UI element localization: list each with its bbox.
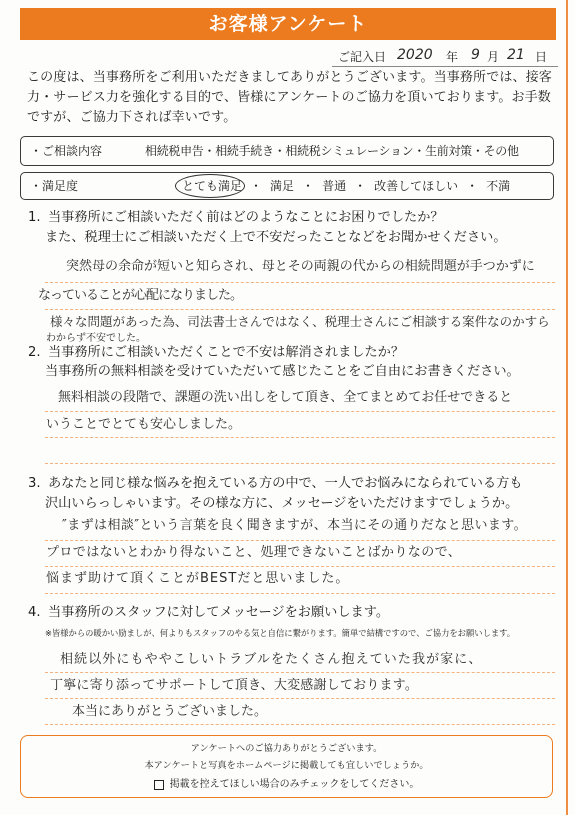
entry-date-label: ご記入日 xyxy=(338,50,387,64)
question-text: 当事務所にご相談いただく前はどのようなことにお困りでしたか？ xyxy=(48,210,444,225)
question-text: 当事務所のスタッフに対してメッセージをお願いします。 xyxy=(48,605,390,620)
question-text: 当事務所にご相談いただくことで不安は解消されましたか？ xyxy=(48,345,405,360)
consultation-options: 相続税申告・相続手続き・相続税シミュレーション・生前対策・その他 xyxy=(145,144,519,158)
footer-publish-question: 本アンケートと写真をホームページに掲載しても宜しいでしょうか。 xyxy=(144,760,429,771)
question-number: 2. xyxy=(28,345,41,360)
question-number: 3. xyxy=(28,476,41,491)
answer-rule-line xyxy=(45,593,555,594)
question-number: 1. xyxy=(28,210,41,225)
answer-rule-line xyxy=(45,540,555,541)
page-edge-line xyxy=(566,0,568,815)
handwritten-answer-line: 相続以外にもややこしいトラブルをたくさん抱えていた我が家に、 xyxy=(60,652,483,667)
answer-rule-line xyxy=(45,463,555,464)
separator: ・ xyxy=(302,179,315,193)
survey-title: お客様アンケート xyxy=(208,13,368,35)
satisfaction-option: 改善してほしい xyxy=(374,179,459,193)
publish-opt-out-checkbox xyxy=(154,780,164,790)
entry-date-month: 9 xyxy=(471,47,480,63)
handwritten-answer-line: 丁寧に寄り添ってサポートして頂き、大変感謝しております。 xyxy=(50,678,419,693)
satisfaction-option: 満足 xyxy=(270,179,295,193)
answer-rule-line xyxy=(45,698,555,699)
question-heading xyxy=(28,475,522,493)
footer-thanks: アンケートへのご協力ありがとうございます。 xyxy=(190,743,383,754)
answer-rule-line xyxy=(45,437,555,438)
consultation-box xyxy=(20,136,554,166)
handwritten-answer-line: 突然母の余命が短いと知らされ、母とその両親の代からの相続問題が手つかずに xyxy=(66,259,535,274)
handwritten-answer-line: 悩まず助けて頂くことがBESTだと思いました。 xyxy=(46,571,350,586)
separator: ・ xyxy=(354,179,367,193)
question-text: また、税理士にご相談いただく上で不安だったことなどをお聞かせください。 xyxy=(45,230,507,245)
footer-box xyxy=(20,735,553,798)
answer-rule-line xyxy=(45,411,555,412)
intro-line: 力・サービス力を強化する目的で、皆様にアンケートのご協力を頂いております。お手数 xyxy=(27,90,551,105)
question-heading xyxy=(28,209,444,227)
handwritten-answer-line: 無料相談の段階で、課題の洗い出しをして頂き、全てまとめてお任せできると xyxy=(58,390,513,405)
question-text: あなたと同じ様な悩みを抱えている方の中で、一人でお悩みになられている方も xyxy=(48,476,523,491)
handwritten-answer-line: わからず不安でした。 xyxy=(46,333,146,344)
entry-date-day: 21 xyxy=(507,47,525,63)
question-text: 沢山いらっしゃいます。その様な方に、メッセージをいただけますでしょうか。 xyxy=(45,496,519,511)
question-number: 4. xyxy=(28,605,41,620)
handwritten-answer-line: プロではないとわかり得ないこと、処理できないことばかりなので、 xyxy=(46,545,462,560)
separator: ・ xyxy=(466,179,479,193)
entry-date-underline xyxy=(332,66,558,67)
question-heading xyxy=(28,344,404,362)
footer-checkbox-row xyxy=(21,778,552,792)
entry-date-month-unit: 月 xyxy=(487,50,500,64)
satisfaction-option: 普通 xyxy=(322,179,347,193)
handwritten-answer-line: ″まずは相談″という言葉を良く聞きますが、本当にその通りだなと思います。 xyxy=(62,518,528,533)
answer-rule-line xyxy=(45,672,555,673)
entry-date-day-unit: 日 xyxy=(535,50,548,64)
question-heading xyxy=(28,604,389,622)
entry-date-year: 2020 xyxy=(397,47,433,63)
consultation-label: ・ご相談内容 xyxy=(30,144,103,158)
answer-rule-line xyxy=(45,309,555,310)
question-note: ※皆様からの暖かい励ましが、何よりもスタッフのやる気と自信に繋がります。簡単で結構ですので、ご協力をお願いします。 xyxy=(45,628,516,638)
satisfaction-option: とても満足 xyxy=(182,179,243,193)
header-banner xyxy=(20,8,556,40)
separator: ・ xyxy=(250,179,263,193)
handwritten-answer-line: いうことでとても安心しました。 xyxy=(46,417,242,432)
satisfaction-box xyxy=(20,172,554,200)
handwritten-answer-line: 様々な問題があった為、司法書士さんではなく、税理士さんにご相談する案件なのかすら xyxy=(50,314,550,329)
entry-date-year-unit: 年 xyxy=(446,50,459,64)
checkbox-label: 掲載を控えてほしい場合のみチェックをしてください。 xyxy=(169,779,420,790)
satisfaction-label: ・満足度 xyxy=(30,179,79,193)
handwritten-answer-line: なっていることが心配になりました。 xyxy=(38,288,243,303)
intro-line: この度は、当事務所をご利用いただきましてありがとうございます。当事務所では、接客 xyxy=(27,70,552,85)
answer-rule-line xyxy=(45,282,555,283)
answer-rule-line xyxy=(45,566,555,567)
question-text: 当事務所の無料相談を受けていただいて感じたことをご自由にお書きください。 xyxy=(45,364,520,379)
satisfaction-option: 不満 xyxy=(486,179,511,193)
satisfaction-options xyxy=(182,178,510,194)
answer-rule-line xyxy=(45,724,555,725)
intro-line: ですが、ご協力下されば幸いです。 xyxy=(27,110,237,125)
handwritten-answer-line: 本当にありがとうございました。 xyxy=(72,704,268,719)
